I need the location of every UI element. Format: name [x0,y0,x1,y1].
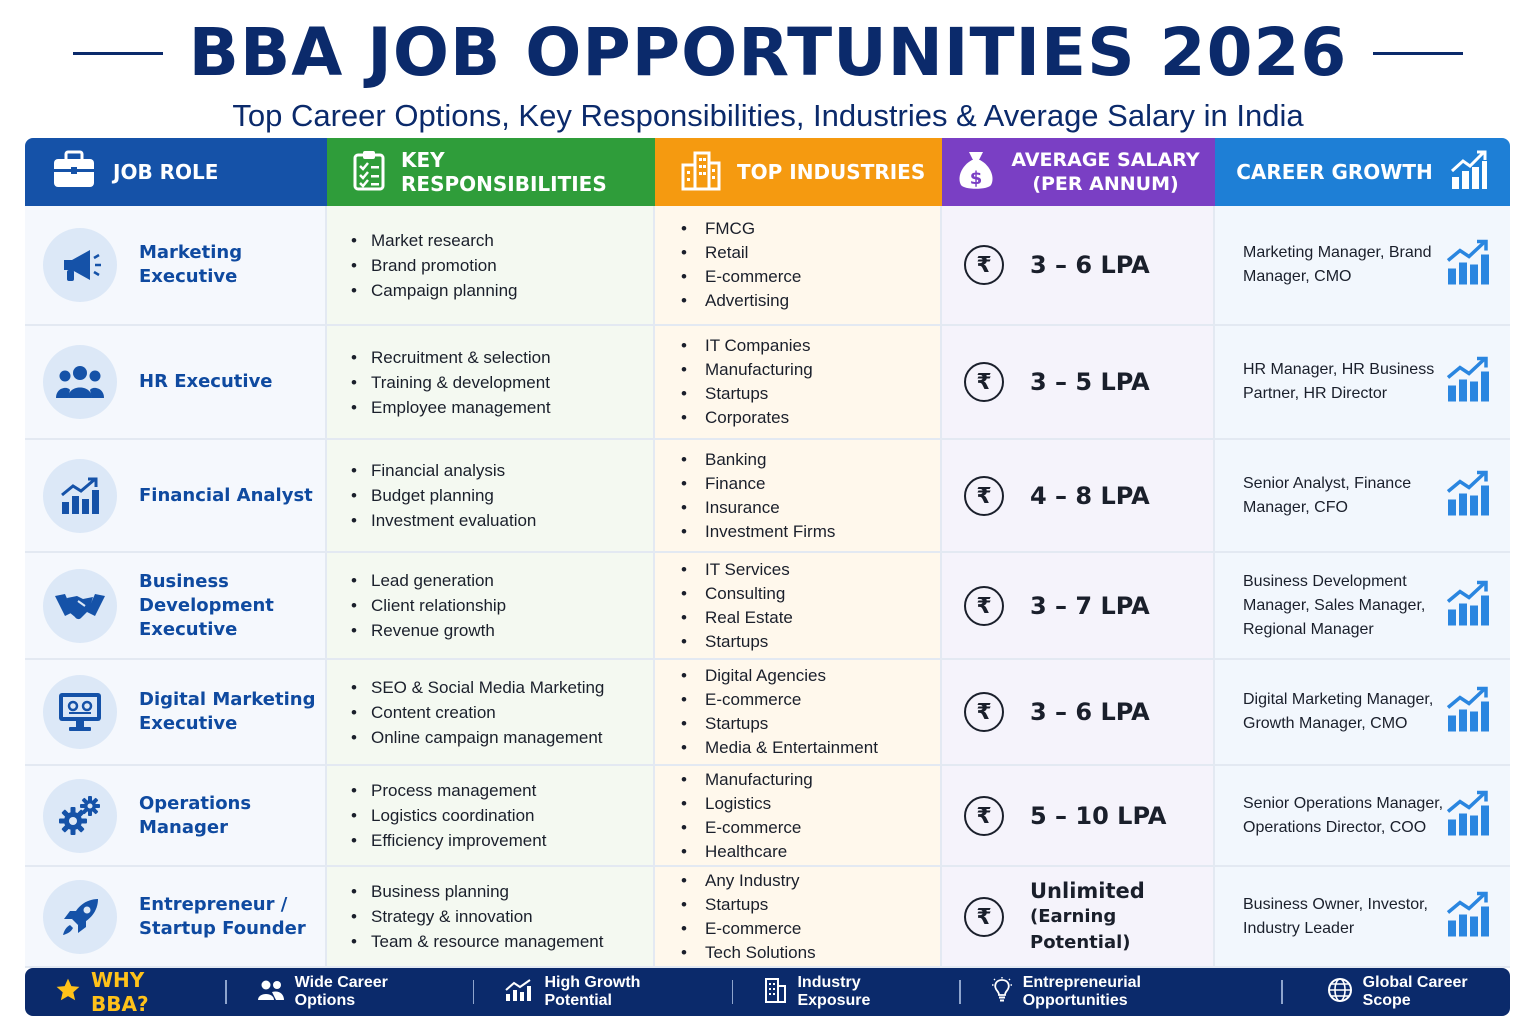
industries-list [681,217,801,313]
responsibilities-list [351,228,518,303]
responsibility-item: • Market research [351,228,518,253]
money-bag-icon [957,148,995,197]
industries-list [681,664,878,760]
bar-chart-icon [43,459,117,533]
footer-divider [732,980,734,1004]
industries-cell [655,326,942,438]
header-label: JOB ROLE [113,160,219,184]
responsibility-item: • Employee management [351,395,551,420]
job-role-cell [25,326,327,438]
industry-item: • Media & Entertainment [681,736,878,760]
rocket-icon [43,880,117,954]
responsibility-item: • Business planning [351,879,603,904]
responsibility-item: • Investment evaluation [351,508,536,533]
responsibilities-cell [327,206,655,324]
salary-cell [942,660,1215,764]
responsibilities-list [351,778,546,853]
responsibility-item: • Content creation [351,700,604,725]
table-row [25,660,1510,766]
salary-cell [942,326,1215,438]
table-row [25,553,1510,660]
job-role-name: HR Executive [139,371,273,392]
salary-range: 3 – 6 LPA [1030,698,1150,726]
job-role-cell [25,867,327,966]
salary-value [1030,803,1166,829]
career-growth-cell [1215,660,1510,764]
salary-range: 3 – 6 LPA [1030,251,1150,279]
industry-item: • Startups [681,630,793,654]
salary-note: (Earning Potential) [1030,905,1131,953]
responsibilities-list [351,879,603,954]
industry-item: • Insurance [681,496,835,520]
salary-cell [942,867,1215,966]
lightbulb-icon [991,977,1013,1008]
job-role-name: Marketing Executive [139,242,243,287]
career-growth-cell [1215,206,1510,324]
job-role-cell [25,440,327,551]
industry-item: • Finance [681,472,835,496]
responsibilities-list [351,675,604,750]
handshake-icon [43,569,117,643]
responsibility-item: • Client relationship [351,593,506,618]
why-bba-footer [25,968,1510,1016]
footer-item-high-growth [504,974,701,1010]
title-row [0,10,1536,96]
industries-cell [655,867,942,966]
industry-item: • Tech Solutions [681,941,816,965]
industry-item: • Digital Agencies [681,664,878,688]
growth-chart-icon [504,978,534,1007]
industries-list [681,448,835,544]
salary-value [1030,483,1150,509]
footer-item-label: High Growth Potential [544,974,641,1009]
career-growth-text: Business Owner, Investor, Industry Leader [1243,895,1428,937]
industry-item: • Manufacturing [681,768,813,792]
industry-item: • FMCG [681,217,801,241]
clipboard-icon [353,149,385,196]
growth-chart-icon [1446,356,1490,409]
job-role-name: Business Development Executive [139,570,274,640]
career-growth-cell [1215,326,1510,438]
header-label: TOP INDUSTRIES [737,160,926,184]
responsibilities-cell [327,553,655,658]
job-role-cell [25,553,327,658]
star-icon [55,977,81,1008]
header-salary [942,138,1215,206]
footer-item-label: Industry Exposure [797,974,871,1009]
rupee-icon: ₹ [964,586,1004,626]
responsibility-item: • Process management [351,778,546,803]
responsibilities-cell [327,326,655,438]
globe-icon [1327,977,1353,1008]
salary-value [1030,699,1150,725]
industries-cell [655,553,942,658]
industries-cell [655,440,942,551]
header-label: AVERAGE SALARY [1011,149,1200,171]
industry-item: • Startups [681,893,816,917]
table-header [25,138,1510,206]
header-growth [1215,138,1510,206]
job-role-cell [25,660,327,764]
responsibility-item: • Efficiency improvement [351,828,546,853]
responsibilities-list [351,568,506,643]
industry-item: • Manufacturing [681,358,813,382]
footer-item-label: Wide Career Options [294,974,388,1009]
responsibilities-list [351,458,536,533]
industries-cell [655,206,942,324]
rupee-icon: ₹ [964,245,1004,285]
growth-chart-icon [1446,579,1490,632]
industry-item: • Banking [681,448,835,472]
header-job-role [25,138,327,206]
rupee-icon: ₹ [964,362,1004,402]
industry-item: • E-commerce [681,917,816,941]
job-role-name: Digital Marketing Executive [139,689,316,734]
industries-cell [655,660,942,764]
responsibility-item: • Team & resource management [351,929,603,954]
footer-item-label: Global Career Scope [1362,974,1468,1009]
footer-divider [473,980,475,1004]
industry-item: • E-commerce [681,816,813,840]
career-growth-text: Digital Marketing Manager, Growth Manager, CMO [1243,691,1434,732]
responsibility-item: • Strategy & innovation [351,904,603,929]
responsibility-item: • SEO & Social Media Marketing [351,675,604,700]
megaphone-icon [43,228,117,302]
growth-chart-icon [1449,149,1489,196]
industry-item: • E-commerce [681,688,878,712]
footer-divider [1281,980,1283,1004]
footer-item-wide-career [257,974,443,1010]
header-responsibilities [327,138,655,206]
briefcase-icon [51,150,97,195]
career-growth-cell [1215,867,1510,966]
responsibilities-list [351,345,551,420]
responsibility-item: • Financial analysis [351,458,536,483]
title-divider-right [1373,52,1463,55]
table-row [25,867,1510,968]
footer-divider [959,980,961,1004]
responsibility-item: • Logistics coordination [351,803,546,828]
page-title: BBA JOB OPPORTUNITIES 2026 [188,14,1348,91]
footer-item-global [1327,974,1510,1010]
footer-divider [225,980,227,1004]
industry-item: • Investment Firms [681,520,835,544]
salary-cell [942,553,1215,658]
growth-chart-icon [1446,890,1490,943]
industry-item: • Any Industry [681,869,816,893]
responsibility-item: • Campaign planning [351,278,518,303]
buildings-icon [681,149,721,196]
growth-chart-icon [1446,239,1490,292]
industry-item: • Startups [681,382,813,406]
responsibility-item: • Lead generation [351,568,506,593]
salary-value [1030,878,1213,956]
industries-list [681,869,816,965]
career-growth-cell [1215,553,1510,658]
responsibility-item: • Training & development [351,370,551,395]
rupee-icon: ₹ [964,796,1004,836]
rupee-icon: ₹ [964,897,1004,937]
table-row [25,326,1510,440]
rupee-icon: ₹ [964,692,1004,732]
career-growth-text: Senior Analyst, Finance Manager, CFO [1243,474,1412,516]
header-label: CAREER GROWTH [1236,160,1433,184]
salary-range: 3 – 7 LPA [1030,591,1150,620]
responsibility-item: • Recruitment & selection [351,345,551,370]
industry-item: • IT Services [681,558,793,582]
career-growth-text: HR Manager, HR Business Partner, HR Director [1243,361,1435,402]
header-label: KEY RESPONSIBILITIES [401,148,607,196]
responsibility-item: • Budget planning [351,483,536,508]
industries-list [681,334,813,430]
responsibilities-cell [327,440,655,551]
growth-chart-icon [1446,686,1490,739]
page-header [0,10,1536,136]
industry-item: • Logistics [681,792,813,816]
table-body [25,206,1510,968]
header-salary-labels [1011,148,1199,196]
salary-range: 3 – 5 LPA [1030,368,1150,396]
why-bba-label [55,968,201,1016]
salary-cell [942,440,1215,551]
salary-range: 4 – 8 LPA [1030,481,1150,510]
title-divider-left [73,52,163,55]
salary-value [1030,369,1150,395]
footer-item-industry-exposure [763,974,928,1010]
job-role-name: Operations Manager [139,792,252,838]
job-role-cell [25,206,327,324]
career-growth-text: Marketing Manager, Brand Manager, CMO [1243,244,1432,285]
career-growth-cell [1215,440,1510,551]
industries-list [681,558,793,654]
people-icon [257,979,285,1006]
industry-item: • Healthcare [681,840,813,864]
footer-item-label: Entrepreneurial Opportunities [1022,974,1141,1009]
industry-item: • Consulting [681,582,793,606]
salary-range: 5 – 10 LPA [1030,801,1167,830]
industry-item: • Startups [681,712,878,736]
career-growth-cell [1215,766,1510,865]
responsibility-item: • Brand promotion [351,253,518,278]
job-role-name: Entrepreneur / Startup Founder [139,893,306,939]
job-role-cell [25,766,327,865]
industry-item: • Retail [681,241,801,265]
career-growth-text: Senior Operations Manager, Operations Director, COO [1243,794,1444,836]
career-growth-text: Business Development Manager, Sales Manager, Regional Manager [1243,572,1426,638]
salary-cell [942,206,1215,324]
industry-item: • Advertising [681,289,801,313]
table-row [25,206,1510,326]
growth-chart-icon [1446,789,1490,842]
job-role-name: Financial Analyst [139,484,313,506]
people-icon [43,345,117,419]
responsibilities-cell [327,867,655,966]
header-label: (PER ANNUM) [1032,173,1179,195]
jobs-table [25,138,1510,968]
salary-value [1030,252,1150,278]
responsibility-item: • Online campaign management [351,725,604,750]
table-row [25,766,1510,867]
building-icon [763,977,787,1008]
table-row [25,440,1510,553]
svg-text:$: $ [970,167,983,189]
industry-item: • Corporates [681,406,813,430]
industry-item: • Real Estate [681,606,793,630]
growth-chart-icon [1446,469,1490,522]
gears-icon [43,779,117,853]
responsibilities-cell [327,660,655,764]
salary-range: Unlimited [1030,878,1145,903]
industries-cell [655,766,942,865]
salary-cell [942,766,1215,865]
monitor-icon [43,675,117,749]
rupee-icon: ₹ [964,476,1004,516]
page-subtitle: Top Career Options, Key Responsibilities, Industries & Average Salary in India [232,98,1304,133]
industry-item: • E-commerce [681,265,801,289]
header-industries [655,138,942,206]
industries-list [681,768,813,864]
why-bba-text: WHY BBA? [91,968,149,1016]
responsibilities-cell [327,766,655,865]
industry-item: • IT Companies [681,334,813,358]
footer-item-entrepreneurial [991,974,1237,1010]
responsibility-item: • Revenue growth [351,618,506,643]
salary-value [1030,593,1150,619]
